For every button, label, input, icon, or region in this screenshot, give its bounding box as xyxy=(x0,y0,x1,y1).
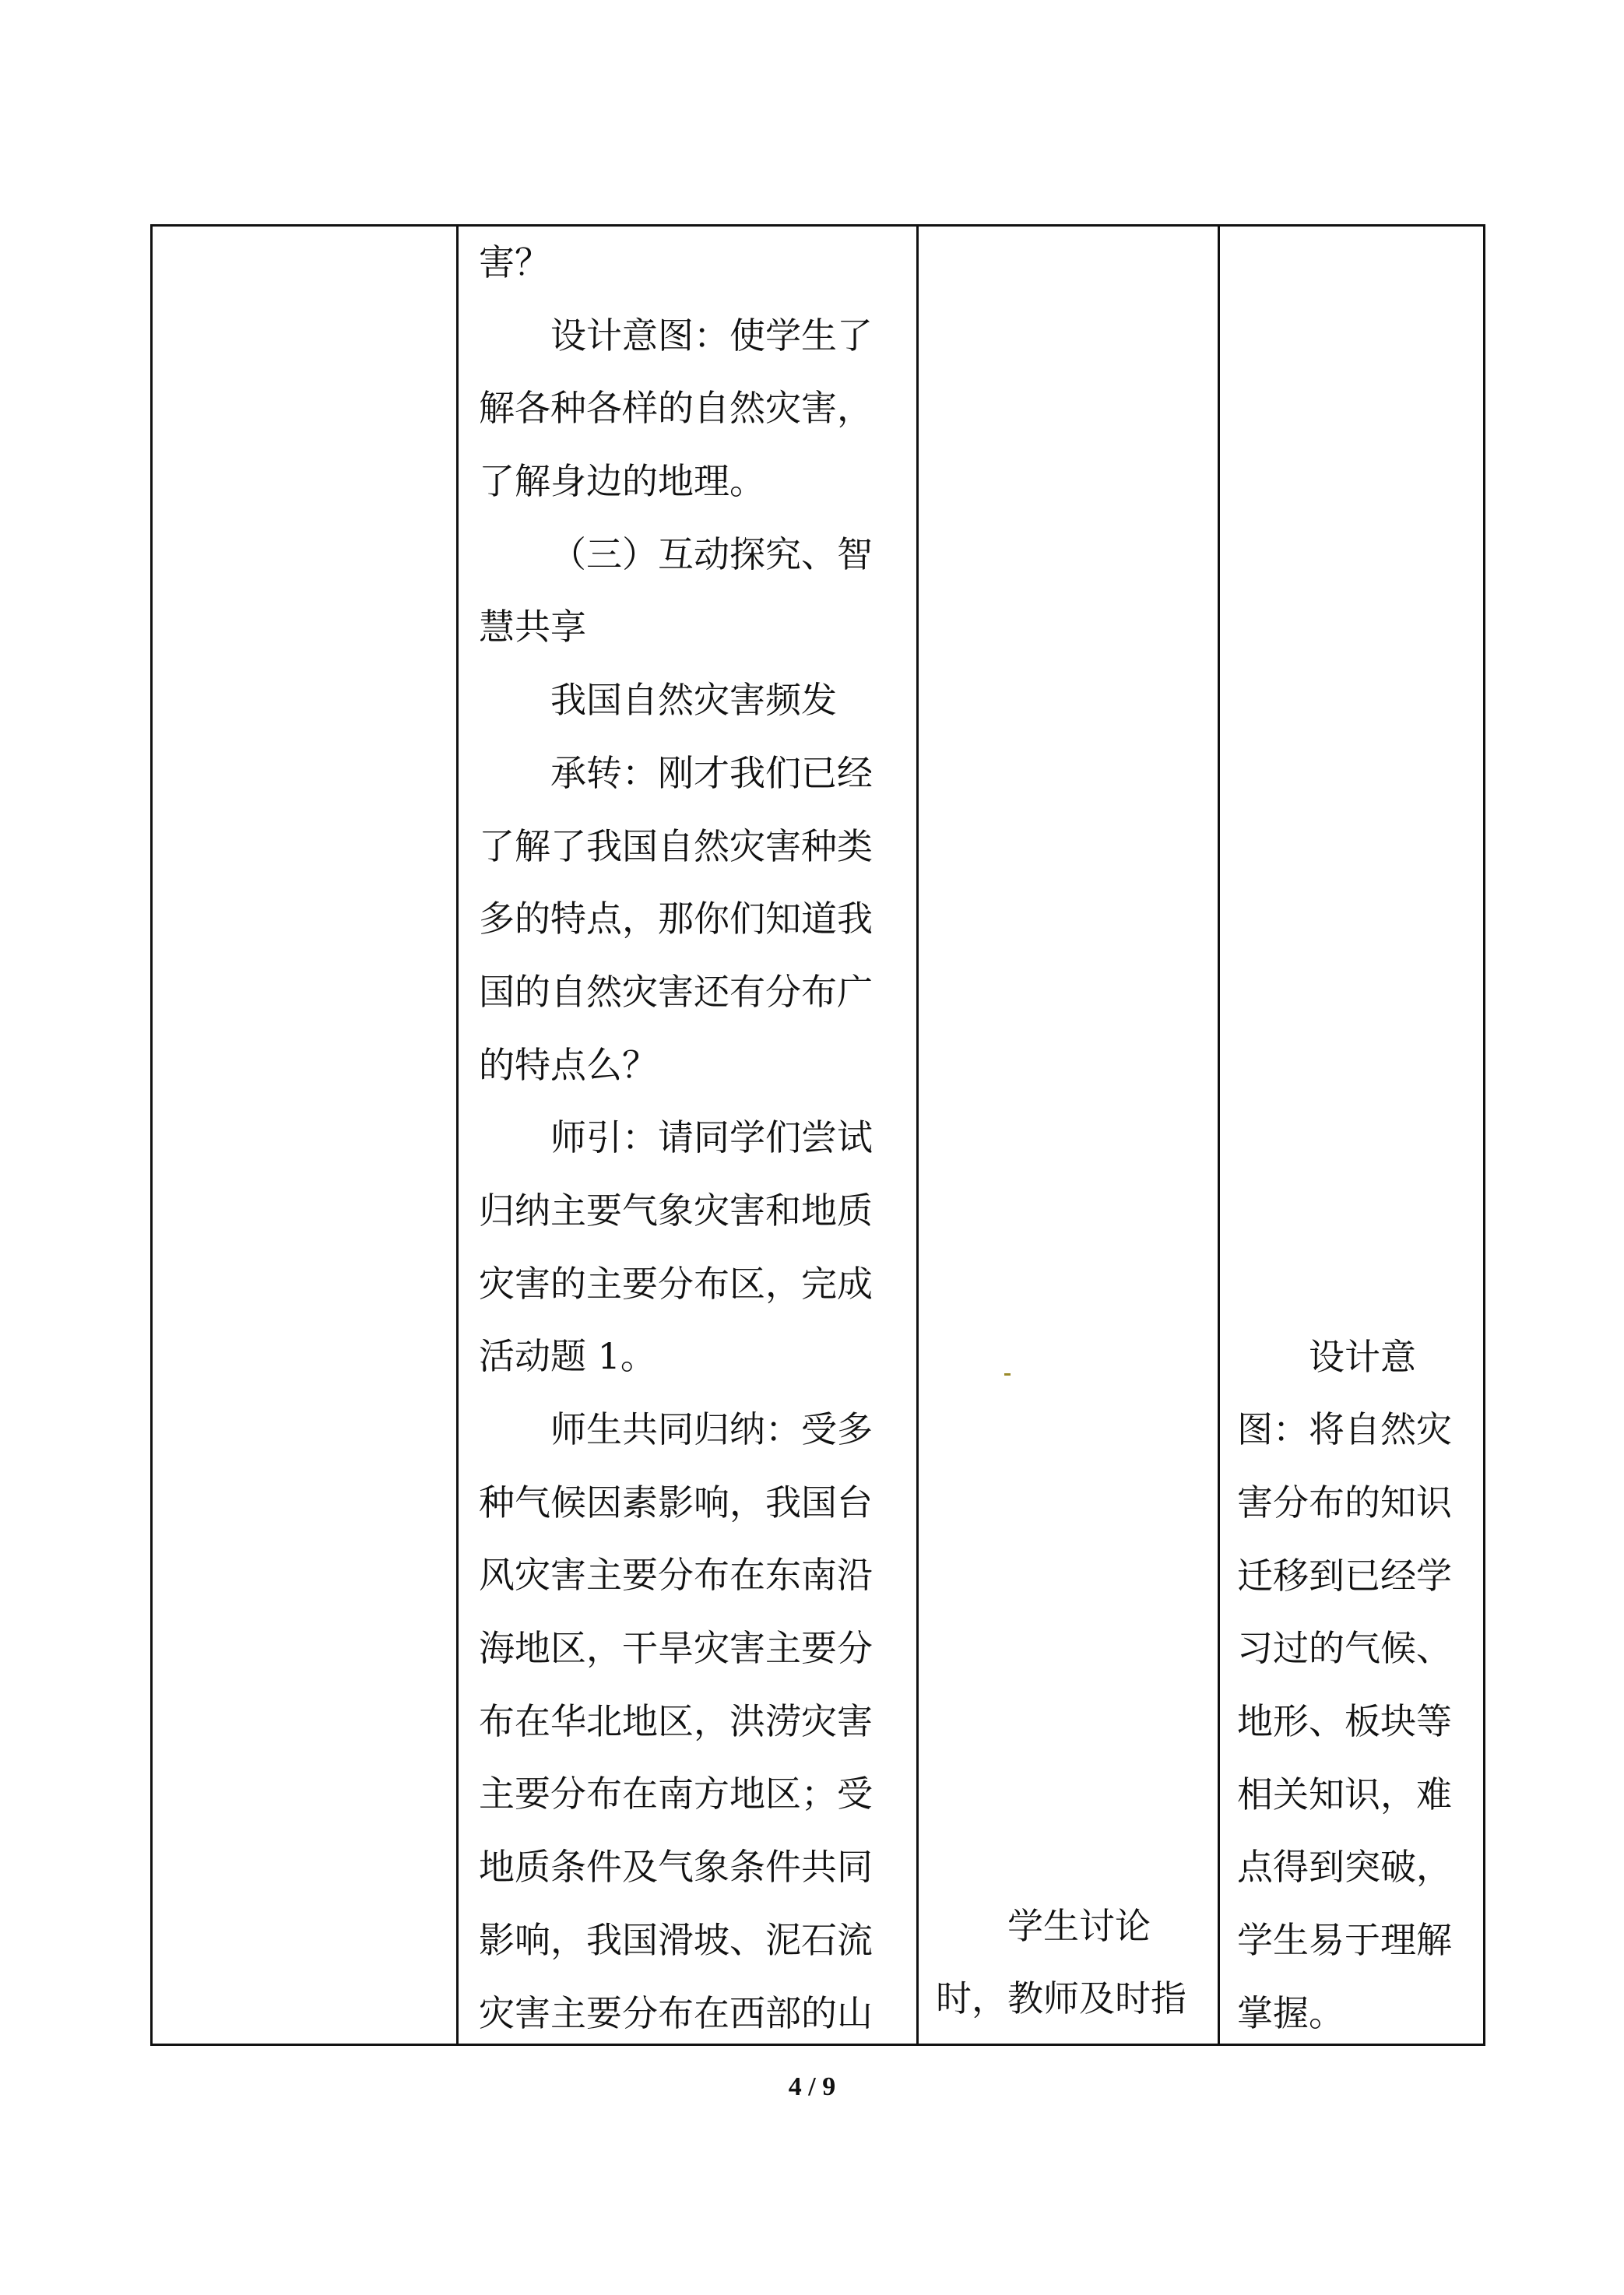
text-line: 学生易于理解 xyxy=(1237,1919,1452,1961)
text-line: 害？ xyxy=(479,241,550,283)
column-4-cell xyxy=(1219,226,1485,2045)
text-line: 影响，我国滑坡、泥石流 xyxy=(479,1918,873,1961)
text-line: 设计意图：使学生了 xyxy=(550,314,873,357)
teaching-process-text xyxy=(479,227,916,2050)
text-line: 地形、板块等 xyxy=(1237,1699,1452,1742)
text-line: 设计意 xyxy=(1309,1335,1416,1378)
column-3-cell xyxy=(918,226,1219,2045)
student-activity-text xyxy=(936,1890,1218,2036)
text-line: 的特点么？ xyxy=(479,1043,658,1086)
text-line: 种气候因素影响，我国台 xyxy=(479,1481,873,1524)
text-line: 归纳主要气象灾害和地质 xyxy=(479,1189,873,1232)
text-line: 海地区，干旱灾害主要分 xyxy=(479,1627,873,1670)
column-1-cell xyxy=(152,226,458,2045)
text-line: 学生讨论 xyxy=(1007,1904,1151,1947)
text-line: 掌握。 xyxy=(1237,1991,1345,2034)
text-line: 了解身边的地理。 xyxy=(479,460,765,503)
text-line: 布在华北地区，洪涝灾害 xyxy=(479,1699,873,1742)
text-line: 主要分布在南方地区；受 xyxy=(479,1773,873,1815)
text-line: 灾害主要分布在西部的山 xyxy=(479,1991,873,2034)
text-line: 风灾害主要分布在东南沿 xyxy=(479,1554,873,1597)
page-number: 4 / 9 xyxy=(788,2072,836,2101)
text-line: 国的自然灾害还有分布广 xyxy=(479,970,873,1013)
column-2-cell xyxy=(458,226,918,2045)
text-line: 解各种各样的自然灾害， xyxy=(479,387,873,430)
text-line: 灾害的主要分布区，完成 xyxy=(479,1262,873,1305)
text-line: 承转：刚才我们已经 xyxy=(550,751,873,794)
text-line: 了解了我国自然灾害种类 xyxy=(479,824,873,867)
text-line: 地质条件及气象条件共同 xyxy=(479,1846,873,1889)
text-line: 师生共同归纳：受多 xyxy=(550,1408,873,1450)
text-line: 图：将自然灾 xyxy=(1237,1408,1452,1451)
table-row xyxy=(152,226,1485,2045)
text-line: 害分布的知识 xyxy=(1237,1481,1452,1524)
text-line: 活动题 1。 xyxy=(479,1335,656,1378)
design-intent-text xyxy=(1237,1321,1483,2051)
text-line: 慧共享 xyxy=(479,606,586,648)
lesson-plan-table xyxy=(150,224,1485,2046)
stray-mark xyxy=(1004,1373,1011,1376)
text-line: （三）互动探究、智 xyxy=(550,532,873,575)
text-line: 点得到突破， xyxy=(1237,1846,1452,1889)
text-line: 相关知识，难 xyxy=(1237,1773,1452,1815)
text-line: 时，教师及时指 xyxy=(936,1977,1186,2020)
text-line: 我国自然灾害频发 xyxy=(550,679,837,722)
text-line: 习过的气候、 xyxy=(1237,1627,1452,1670)
text-line: 师引：请同学们尝试 xyxy=(550,1116,873,1159)
text-line: 多的特点，那你们知道我 xyxy=(479,898,873,940)
text-line: 迁移到已经学 xyxy=(1237,1554,1452,1597)
